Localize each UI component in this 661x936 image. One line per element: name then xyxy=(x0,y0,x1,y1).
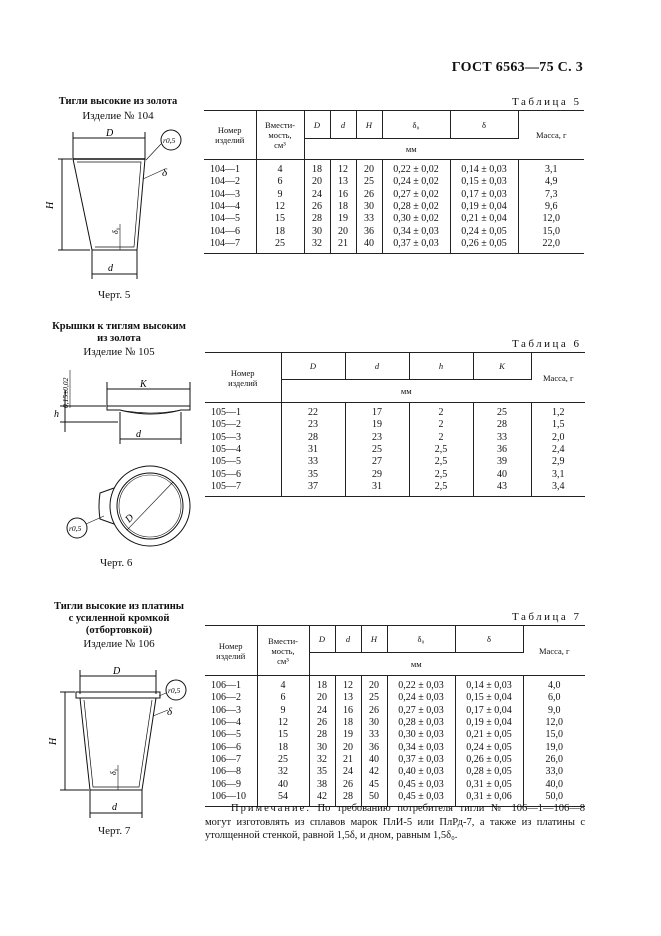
table-cell: 30 xyxy=(309,741,335,753)
table-cell: 12 xyxy=(335,676,361,693)
table-cell: 25 xyxy=(473,403,531,420)
table-cell: 0,17 ± 0,03 xyxy=(450,189,518,201)
table-cell: 30 xyxy=(304,225,330,237)
table-row xyxy=(205,676,585,693)
table-cell: 54 xyxy=(257,791,309,807)
table-cell: 40 xyxy=(257,778,309,790)
table-cell: 27 xyxy=(345,456,409,468)
table-cell: 32 xyxy=(257,766,309,778)
table-row xyxy=(205,729,585,741)
table-cell: 18 xyxy=(309,676,335,693)
table-row xyxy=(205,705,585,717)
table-cell: 23 xyxy=(281,419,345,431)
table-cell: 105—5 xyxy=(205,456,281,468)
table-cell: 9,6 xyxy=(545,201,558,213)
table-cell: 33 xyxy=(356,213,382,225)
t6-header-K: K xyxy=(473,353,531,380)
table-row xyxy=(205,456,585,468)
table-5-name: Таблица 5 xyxy=(512,96,582,108)
table-cell: 15 xyxy=(257,729,309,741)
table-cell: 2,5 xyxy=(409,456,473,468)
t6-header-D: D xyxy=(281,353,345,380)
table-cell: 45 xyxy=(361,778,387,790)
t6-header-unit: мм xyxy=(281,380,531,403)
table-cell: 0,24 ± 0,02 xyxy=(382,176,450,188)
fig7-delta0-label: δ₀ xyxy=(109,768,118,775)
table-cell: 0,14 ± 0,03 xyxy=(455,676,523,693)
t7-header-d: d xyxy=(335,626,361,653)
table-6 xyxy=(205,352,585,497)
table-cell: 9 xyxy=(256,189,304,201)
table-cell: 106—7 xyxy=(205,754,257,766)
table-cell: 0,26 ± 0,05 xyxy=(450,238,518,254)
table-cell: 4,0 xyxy=(548,680,561,692)
table-cell: 28 xyxy=(304,213,330,225)
table-cell: 22 xyxy=(281,403,345,420)
table-cell: 0,31 ± 0,06 xyxy=(455,791,523,807)
table-cell: 20 xyxy=(356,160,382,177)
table-cell: 105—3 xyxy=(205,432,281,444)
fig5-r-label: r0,5 xyxy=(163,136,176,145)
figure-5-caption: Черт. 5 xyxy=(98,289,131,301)
table-cell: 105—4 xyxy=(205,444,281,456)
table-cell: 33 xyxy=(281,456,345,468)
table-row xyxy=(204,238,584,254)
table-cell: 28 xyxy=(473,419,531,431)
table-row xyxy=(204,213,584,225)
table-cell: 33 xyxy=(473,432,531,444)
t5-header-D: D xyxy=(304,111,330,139)
table-cell: 105—2 xyxy=(205,419,281,431)
t5-header-mass: Масса, г xyxy=(518,111,584,160)
table-cell: 36 xyxy=(356,225,382,237)
fig7-D-label: D xyxy=(113,666,121,677)
t7-header-mass: Масса, г xyxy=(523,626,585,676)
table-cell: 2 xyxy=(409,403,473,420)
table-cell: 104—6 xyxy=(204,225,256,237)
table-row xyxy=(205,717,585,729)
table-cell: 4 xyxy=(256,160,304,177)
table-cell: 2,4 xyxy=(552,444,565,456)
table-cell: 28 xyxy=(309,729,335,741)
table-cell: 2 xyxy=(409,419,473,431)
section-7-subtitle: Изделие № 106 xyxy=(83,638,155,650)
table-cell: 3,1 xyxy=(545,164,558,176)
table-cell: 15,0 xyxy=(545,729,563,741)
figure-5-crucible xyxy=(40,124,200,289)
table-cell: 20 xyxy=(335,741,361,753)
table-cell: 20 xyxy=(361,676,387,693)
table-cell: 106—6 xyxy=(205,741,257,753)
table-cell: 0,24 ± 0,05 xyxy=(455,741,523,753)
table-cell: 22,0 xyxy=(518,238,584,254)
table-cell: 0,34 ± 0,03 xyxy=(387,741,455,753)
table-cell: 33 xyxy=(361,729,387,741)
table-cell: 105—1 xyxy=(205,403,281,420)
table-cell: 28 xyxy=(281,432,345,444)
t7-header-delta: δ xyxy=(455,626,523,653)
table-cell: 105—6 xyxy=(205,468,281,480)
table-cell: 26 xyxy=(335,778,361,790)
table-cell: 20 xyxy=(330,225,356,237)
table-cell: 25 xyxy=(345,444,409,456)
table-7-note xyxy=(205,802,585,843)
table-cell: 0,19 ± 0,04 xyxy=(455,717,523,729)
table-cell: 24 xyxy=(335,766,361,778)
table-cell: 0,24 ± 0,03 xyxy=(387,692,455,704)
table-cell: 104—1 xyxy=(204,160,256,177)
table-cell: 0,28 ± 0,03 xyxy=(387,717,455,729)
table-cell: 0,27 ± 0,03 xyxy=(387,705,455,717)
table-cell: 17 xyxy=(345,403,409,420)
figure-6-lid xyxy=(40,360,200,555)
page-header: ГОСТ 6563—75 С. 3 xyxy=(451,60,583,75)
table-cell: 26,0 xyxy=(545,753,563,765)
table-cell: 18 xyxy=(256,225,304,237)
table-cell: 25 xyxy=(257,754,309,766)
t7-header-number: Номер изделий xyxy=(205,626,257,676)
section-5-title: Тигли высокие из золота xyxy=(58,96,178,107)
table-cell: 6 xyxy=(257,692,309,704)
table-cell: 31 xyxy=(345,481,409,497)
table-cell: 104—5 xyxy=(204,213,256,225)
table-cell: 0,15 ± 0,04 xyxy=(455,692,523,704)
t6-body xyxy=(205,403,585,497)
table-cell: 20 xyxy=(304,176,330,188)
table-cell: 32 xyxy=(309,754,335,766)
table-cell: 12,0 xyxy=(542,213,560,225)
table-cell: 38 xyxy=(309,778,335,790)
table-cell: 39 xyxy=(473,456,531,468)
table-cell: 15,0 xyxy=(542,225,560,237)
table-5 xyxy=(204,110,584,254)
table-cell: 1,2 xyxy=(552,407,565,419)
table-cell: 0,30 ± 0,03 xyxy=(387,729,455,741)
table-cell: 26 xyxy=(356,189,382,201)
table-cell: 106—8 xyxy=(205,766,257,778)
note-label: Примечание. xyxy=(231,803,311,814)
table-cell: 12 xyxy=(330,160,356,177)
t5-header-number: Номер изделий xyxy=(204,111,256,160)
t5-header-unit: мм xyxy=(304,139,518,160)
table-cell: 25 xyxy=(356,176,382,188)
fig5-H-label: H xyxy=(45,201,56,209)
table-cell: 9 xyxy=(257,705,309,717)
table-row xyxy=(205,403,585,420)
table-cell: 21 xyxy=(330,238,356,254)
table-row xyxy=(205,741,585,753)
table-cell: 26 xyxy=(304,201,330,213)
table-cell: 0,26 ± 0,05 xyxy=(455,754,523,766)
table-cell: 40 xyxy=(361,754,387,766)
table-cell: 30 xyxy=(361,717,387,729)
table-cell: 106—4 xyxy=(205,717,257,729)
table-cell: 105—7 xyxy=(205,481,281,497)
table-cell: 25 xyxy=(256,238,304,254)
fig6-K-label: K xyxy=(140,379,147,390)
table-cell: 19 xyxy=(330,213,356,225)
fig7-delta-label: δ xyxy=(167,706,173,718)
table-cell: 0,21 ± 0,04 xyxy=(450,213,518,225)
fig6-d-label: d xyxy=(136,429,141,440)
table-cell: 0,31 ± 0,05 xyxy=(455,778,523,790)
table-row xyxy=(205,432,585,444)
table-cell: 32 xyxy=(304,238,330,254)
table-row xyxy=(204,201,584,213)
table-cell: 16 xyxy=(330,189,356,201)
table-cell: 3,4 xyxy=(531,481,585,497)
table-row xyxy=(205,766,585,778)
table-cell: 16 xyxy=(335,705,361,717)
table-cell: 42 xyxy=(361,766,387,778)
t5-header-H: H xyxy=(356,111,382,139)
fig5-delta0-label: δ₀ xyxy=(111,227,120,234)
table-cell: 0,37 ± 0,03 xyxy=(387,754,455,766)
table-cell: 104—4 xyxy=(204,201,256,213)
table-cell: 2,0 xyxy=(552,431,565,443)
fig7-d-label: d xyxy=(112,802,117,813)
t5-body xyxy=(204,160,584,254)
table-row xyxy=(205,468,585,480)
t7-header-D: D xyxy=(309,626,335,653)
fig6-tolerance-label: 0,15±0,02 xyxy=(61,377,70,408)
table-row xyxy=(205,481,585,497)
table-cell: 50,0 xyxy=(523,791,585,807)
table-cell: 0,15 ± 0,03 xyxy=(450,176,518,188)
table-7-name: Таблица 7 xyxy=(512,611,582,623)
t6-header-mass: Масса, г xyxy=(531,353,585,403)
fig5-delta-label: δ xyxy=(162,167,168,179)
table-cell: 40 xyxy=(356,238,382,254)
fig6-D-label: D xyxy=(123,512,137,526)
table-cell: 4 xyxy=(257,676,309,693)
table-cell: 106—9 xyxy=(205,778,257,790)
table-cell: 18 xyxy=(335,717,361,729)
table-cell: 6 xyxy=(256,176,304,188)
fig5-D-label: D xyxy=(106,128,114,139)
table-cell: 0,28 ± 0,05 xyxy=(455,766,523,778)
table-cell: 9,0 xyxy=(548,704,561,716)
table-cell: 37 xyxy=(281,481,345,497)
table-cell: 13 xyxy=(335,692,361,704)
t5-header-capacity: Вмести- мость, см³ xyxy=(256,111,304,160)
table-cell: 0,21 ± 0,05 xyxy=(455,729,523,741)
fig7-H-label: H xyxy=(48,737,59,745)
table-cell: 12,0 xyxy=(545,717,563,729)
table-row xyxy=(205,778,585,790)
figure-7-crucible xyxy=(40,660,200,822)
table-cell: 35 xyxy=(309,766,335,778)
table-cell: 0,45 ± 0,03 xyxy=(387,778,455,790)
fig5-d-label: d xyxy=(108,263,113,274)
table-cell: 40 xyxy=(473,468,531,480)
t7-header-capacity: Вмести- мость, см³ xyxy=(257,626,309,676)
table-cell: 50 xyxy=(361,791,387,807)
table-cell: 1,5 xyxy=(552,419,565,431)
t7-header-H: H xyxy=(361,626,387,653)
table-cell: 7,3 xyxy=(545,188,558,200)
note-text: По требованию потребителя тигли № 106—1—106—8 могут изготовлять из сплавов марок ПлИ-5 или ПлРд-7, а также из платины с утолщенной стенкой, равной 1,5δ, и дном, равным 1,5δ₀. xyxy=(205,803,585,841)
table-cell: 2 xyxy=(409,432,473,444)
table-cell: 42 xyxy=(309,791,335,807)
table-row xyxy=(205,419,585,431)
table-cell: 18 xyxy=(330,201,356,213)
table-cell: 0,40 ± 0,03 xyxy=(387,766,455,778)
table-cell: 104—7 xyxy=(204,238,256,254)
table-cell: 15 xyxy=(256,213,304,225)
table-row xyxy=(204,225,584,237)
t6-header-number: Номер изделий xyxy=(205,353,281,403)
table-cell: 0,37 ± 0,03 xyxy=(382,238,450,254)
table-row xyxy=(204,176,584,188)
table-cell: 106—5 xyxy=(205,729,257,741)
table-7 xyxy=(205,625,585,807)
table-cell: 43 xyxy=(473,481,531,497)
t5-header-delta0: δ₀ xyxy=(382,111,450,139)
table-cell: 106—1 xyxy=(205,676,257,693)
t6-header-h: h xyxy=(409,353,473,380)
t7-header-unit: мм xyxy=(309,653,523,676)
section-6-subtitle: Изделие № 105 xyxy=(83,346,155,358)
t7-body xyxy=(205,676,585,807)
t6-header-d: d xyxy=(345,353,409,380)
table-cell: 19 xyxy=(335,729,361,741)
table-cell: 24 xyxy=(304,189,330,201)
table-cell: 0,22 ± 0,02 xyxy=(382,160,450,177)
table-cell: 0,34 ± 0,03 xyxy=(382,225,450,237)
table-cell: 12 xyxy=(256,201,304,213)
fig6-h-label: h xyxy=(54,409,59,420)
table-cell: 4,9 xyxy=(545,176,558,188)
table-cell: 33,0 xyxy=(545,766,563,778)
table-cell: 104—3 xyxy=(204,189,256,201)
table-cell: 0,14 ± 0,03 xyxy=(450,160,518,177)
table-cell: 0,27 ± 0,02 xyxy=(382,189,450,201)
table-cell: 26 xyxy=(361,705,387,717)
table-cell: 2,9 xyxy=(552,456,565,468)
table-row xyxy=(205,692,585,704)
table-cell: 19,0 xyxy=(545,741,563,753)
table-cell: 106—3 xyxy=(205,705,257,717)
table-cell: 0,19 ± 0,04 xyxy=(450,201,518,213)
table-cell: 19 xyxy=(345,419,409,431)
table-cell: 12 xyxy=(257,717,309,729)
fig7-r-label: r0,5 xyxy=(168,686,181,695)
table-cell: 18 xyxy=(257,741,309,753)
table-cell: 13 xyxy=(330,176,356,188)
table-cell: 36 xyxy=(361,741,387,753)
t7-header-delta0: δ₀ xyxy=(387,626,455,653)
table-row xyxy=(205,754,585,766)
table-cell: 3,1 xyxy=(552,468,565,480)
table-row xyxy=(204,189,584,201)
section-7-title: Тигли высокие из платины с усиленной кромкой (отбортовкой) xyxy=(53,601,185,636)
table-cell: 18 xyxy=(304,160,330,177)
fig6-r-label: r0,5 xyxy=(69,524,82,533)
table-cell: 0,28 ± 0,02 xyxy=(382,201,450,213)
table-cell: 0,30 ± 0,02 xyxy=(382,213,450,225)
table-cell: 28 xyxy=(335,791,361,807)
table-cell: 0,45 ± 0,03 xyxy=(387,791,455,807)
table-cell: 2,5 xyxy=(409,481,473,497)
table-cell: 2,5 xyxy=(409,468,473,480)
table-row xyxy=(204,160,584,177)
table-cell: 35 xyxy=(281,468,345,480)
table-cell: 21 xyxy=(335,754,361,766)
figure-6-caption: Черт. 6 xyxy=(100,557,133,569)
section-6-title: Крышки к тиглям высоким из золота xyxy=(52,321,186,344)
table-cell: 20 xyxy=(309,692,335,704)
table-cell: 104—2 xyxy=(204,176,256,188)
t5-header-d: d xyxy=(330,111,356,139)
table-cell: 106—2 xyxy=(205,692,257,704)
table-row xyxy=(205,444,585,456)
table-cell: 23 xyxy=(345,432,409,444)
table-cell: 0,17 ± 0,04 xyxy=(455,705,523,717)
table-cell: 0,22 ± 0,03 xyxy=(387,676,455,693)
t5-header-delta: δ xyxy=(450,111,518,139)
section-5-subtitle: Изделие № 104 xyxy=(82,110,154,122)
table-cell: 36 xyxy=(473,444,531,456)
table-cell: 2,5 xyxy=(409,444,473,456)
table-cell: 106—10 xyxy=(205,791,257,807)
table-6-name: Таблица 6 xyxy=(512,338,582,350)
table-cell: 0,24 ± 0,05 xyxy=(450,225,518,237)
table-cell: 29 xyxy=(345,468,409,480)
table-cell: 31 xyxy=(281,444,345,456)
table-cell: 25 xyxy=(361,692,387,704)
table-cell: 6,0 xyxy=(548,692,561,704)
table-cell: 40,0 xyxy=(545,778,563,790)
table-cell: 26 xyxy=(309,717,335,729)
table-cell: 24 xyxy=(309,705,335,717)
figure-7-caption: Черт. 7 xyxy=(98,825,131,837)
table-cell: 30 xyxy=(356,201,382,213)
